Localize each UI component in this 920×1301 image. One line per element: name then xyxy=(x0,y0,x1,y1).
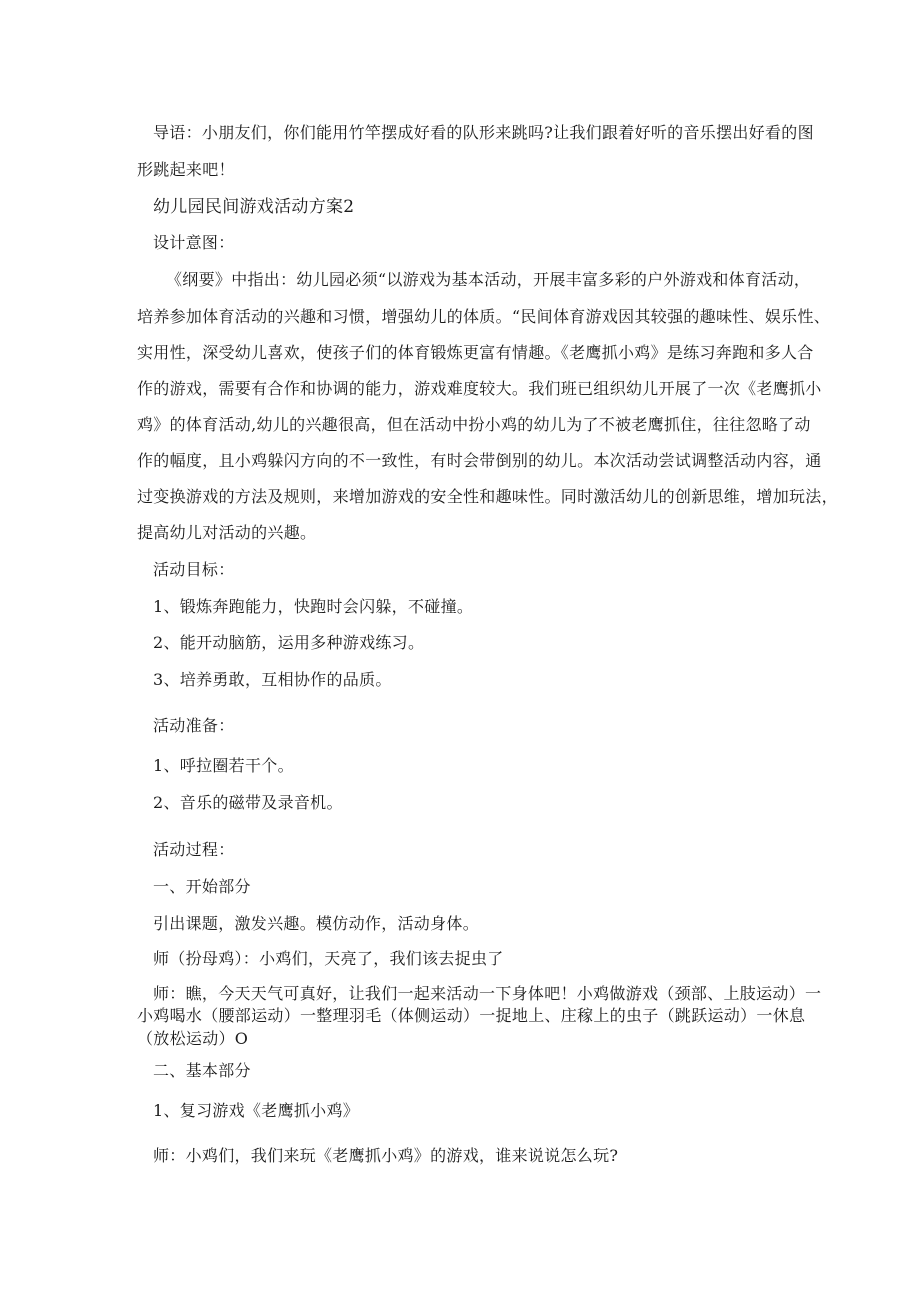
process-part-1: 一、开始部分 xyxy=(153,877,251,896)
design-paragraph-line: 作的幅度，且小鸡躲闪方向的不一致性，有时会带倒别的幼儿。本次活动尝试调整活动内容，通 xyxy=(137,451,822,470)
goal-item: 1、锻炼奔跑能力，快跑时会闪躲，不碰撞。 xyxy=(153,597,474,616)
design-paragraph-line: 过变换游戏的方法及规则，来增加游戏的安全性和趣味性。同时激活幼儿的创新思维，增加玩法， xyxy=(137,487,838,506)
design-paragraph-line: 作的游戏，需要有合作和协调的能力，游戏难度较大。我们班已组织幼儿开展了一次《老鹰抓小 xyxy=(137,379,822,398)
design-paragraph-line: 实用性，深受幼儿喜欢，使孩子们的体育锻炼更富有情趣。《老鹰抓小鸡》是练习奔跑和多人合 xyxy=(137,343,814,362)
design-paragraph-line: 培养参加体育活动的兴趣和习惯，增强幼儿的体质。“民间体育游戏因其较强的趣味性、娱乐性、 xyxy=(137,307,831,326)
process-heading: 活动过程： xyxy=(153,840,235,859)
process-item-1: 1、复习游戏《老鹰抓小鸡》 xyxy=(153,1101,360,1120)
process-intro: 引出课题，激发兴趣。模仿动作，活动身体。 xyxy=(153,914,480,933)
prep-heading: 活动准备： xyxy=(153,716,235,735)
design-paragraph-line: 鸡》的体育活动,幼儿的兴趣很高，但在活动中扮小鸡的幼儿为了不被老鹰抓住，往往忽略了动 xyxy=(137,415,811,434)
design-paragraph-line: 提高幼儿对活动的兴趣。 xyxy=(137,523,317,542)
goal-item: 2、能开动脑筋，运用多种游戏练习。 xyxy=(153,633,425,652)
teacher-line-2-cont: 小鸡喝水（腰部运动）一整理羽毛（体侧运动）一捉地上、庄稼上的虫子（跳跃运动）一休息 xyxy=(137,1006,806,1025)
process-part-2: 二、基本部分 xyxy=(153,1061,251,1080)
goals-heading: 活动目标： xyxy=(153,560,235,579)
intro-line-2: 形跳起来吧！ xyxy=(137,160,235,179)
goal-item: 3、培养勇敢，互相协作的品质。 xyxy=(153,670,392,689)
prep-item: 2、音乐的磁带及录音机。 xyxy=(153,793,343,812)
teacher-line-2-cont: （放松运动）O xyxy=(137,1029,249,1048)
design-heading: 设计意图： xyxy=(153,233,235,252)
teacher-line-3: 师：小鸡们，我们来玩《老鹰抓小鸡》的游戏，谁来说说怎么玩? xyxy=(153,1146,619,1165)
teacher-line-2: 师：瞧，今天天气可真好，让我们一起来活动一下身体吧！小鸡做游戏（颈部、上肢运动）一 xyxy=(153,984,822,1003)
design-paragraph-line: 《纲要》中指出：幼儿园必须“以游戏为基本活动，开展丰富多彩的户外游戏和体育活动， xyxy=(166,270,811,289)
section-title: 幼儿园民间游戏活动方案2 xyxy=(153,197,355,217)
prep-item: 1、呼拉圈若干个。 xyxy=(153,756,294,775)
intro-line-1: 导语：小朋友们，你们能用竹竿摆成好看的队形来跳吗?让我们跟着好听的音乐摆出好看的图 xyxy=(153,123,814,142)
teacher-line-1: 师（扮母鸡）：小鸡们，天亮了，我们该去捉虫了 xyxy=(153,949,504,968)
